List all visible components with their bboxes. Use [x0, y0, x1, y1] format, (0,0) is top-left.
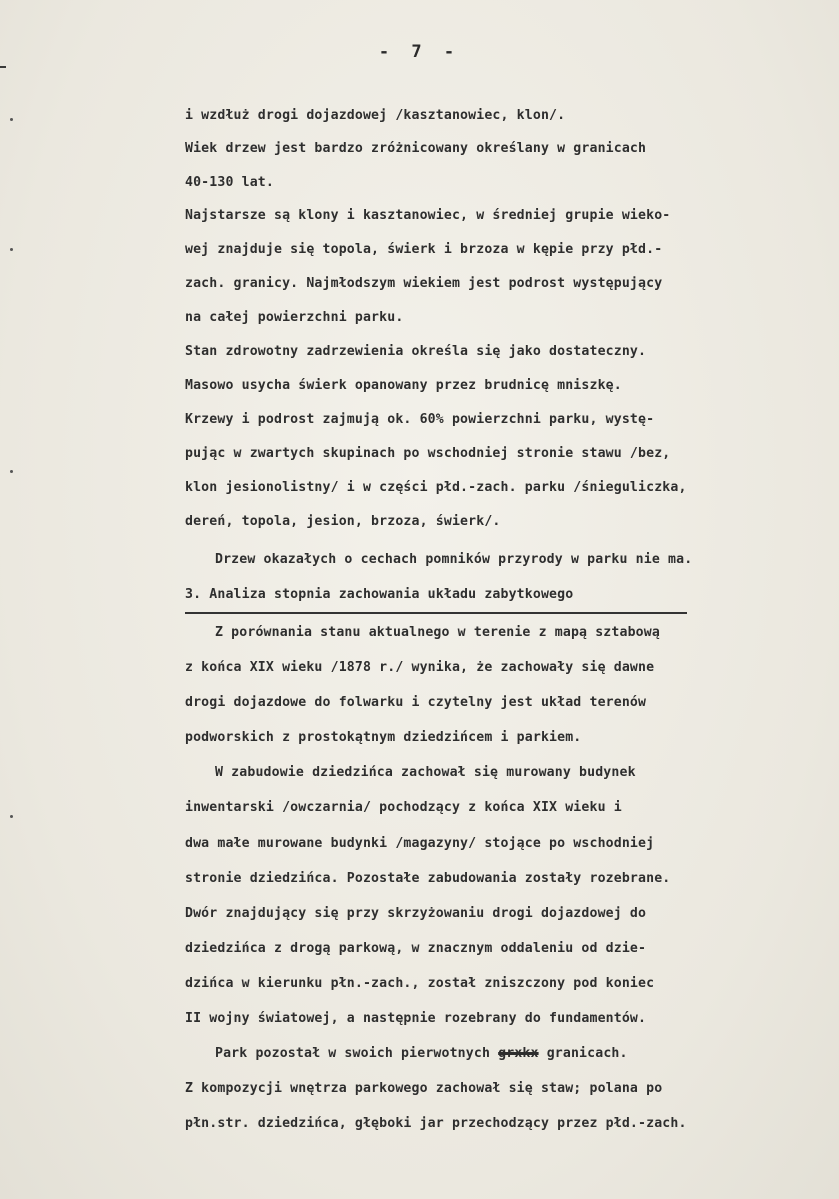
text-line: Najstarsze są klony i kasztanowiec, w średniej grupie wieko-	[185, 208, 671, 223]
text-line: dzińca w kierunku płn.-zach., został zniszczony pod koniec	[185, 976, 655, 991]
text-line: wej znajduje się topola, świerk i brzoza w kępie przy płd.-	[185, 242, 663, 257]
text-span: granicach.	[546, 1046, 628, 1061]
text-line: zach. granicy. Najmłodszym wiekiem jest podrost występujący	[185, 276, 663, 291]
text-line: z końca XIX wieku /1878 r./ wynika, że zachowały się dawne	[185, 660, 655, 675]
text-line: na całej powierzchni parku.	[185, 310, 404, 325]
text-line: Masowo usycha świerk opanowany przez brudnicę mniszkę.	[185, 378, 622, 393]
text-line: 40-130 lat.	[185, 175, 274, 190]
text-line: dziedzińca z drogą parkową, w znacznym oddaleniu od dzie-	[185, 941, 647, 956]
text-line: inwentarski /owczarnia/ pochodzący z końca XIX wieku i	[185, 800, 622, 815]
text-line: Krzewy i podrost zajmują ok. 60% powierzchni parku, wystę-	[185, 412, 655, 427]
text-line: dereń, topola, jesion, brzoza, świerk/.	[185, 514, 501, 529]
text-line: Drzew okazałych o cechach pomników przyrody w parku nie ma.	[215, 552, 693, 567]
text-line: Z porównania stanu aktualnego w terenie z mapą sztabową	[215, 625, 660, 640]
text-span: Park pozostał w swoich pierwotnych	[215, 1046, 491, 1061]
text-line: W zabudowie dziedzińca zachował się murowany budynek	[215, 765, 636, 780]
text-line: drogi dojazdowe do folwarku i czytelny jest układ terenów	[185, 695, 647, 710]
heading-underline	[185, 612, 687, 614]
margin-dot	[10, 815, 13, 818]
text-line: pując w zwartych skupinach po wschodniej stronie stawu /bez,	[185, 446, 671, 461]
text-line: płn.str. dziedzińca, głęboki jar przechodzący przez płd.-zach.	[185, 1116, 687, 1131]
text-line: klon jesionolistny/ i w części płd.-zach. parku /śnieguliczka,	[185, 480, 687, 495]
page-number: - 7 -	[378, 42, 461, 62]
text-line	[215, 1046, 628, 1061]
text-line: stronie dziedzińca. Pozostałe zabudowania zostały rozebrane.	[185, 871, 671, 886]
text-line: podworskich z prostokątnym dziedzińcem i parkiem.	[185, 730, 582, 745]
struck-out-text: grxkx	[498, 1046, 539, 1061]
margin-dot	[10, 470, 13, 473]
text-line: dwa małe murowane budynki /magazyny/ stojące po wschodniej	[185, 836, 655, 851]
scan-edge-mark	[0, 66, 6, 68]
margin-dot	[10, 248, 13, 251]
text-line: Z kompozycji wnętrza parkowego zachował się staw; polana po	[185, 1081, 663, 1096]
text-line: i wzdłuż drogi dojazdowej /kasztanowiec, klon/.	[185, 108, 566, 123]
text-line: II wojny światowej, a następnie rozebrany do fundamentów.	[185, 1011, 647, 1026]
text-line: Dwór znajdujący się przy skrzyżowaniu drogi dojazdowej do	[185, 906, 647, 921]
text-line: Stan zdrowotny zadrzewienia określa się jako dostateczny.	[185, 344, 647, 359]
margin-dot	[10, 118, 13, 121]
section-heading: 3. Analiza stopnia zachowania układu zabytkowego	[185, 587, 574, 602]
text-line: Wiek drzew jest bardzo zróżnicowany określany w granicach	[185, 141, 647, 156]
